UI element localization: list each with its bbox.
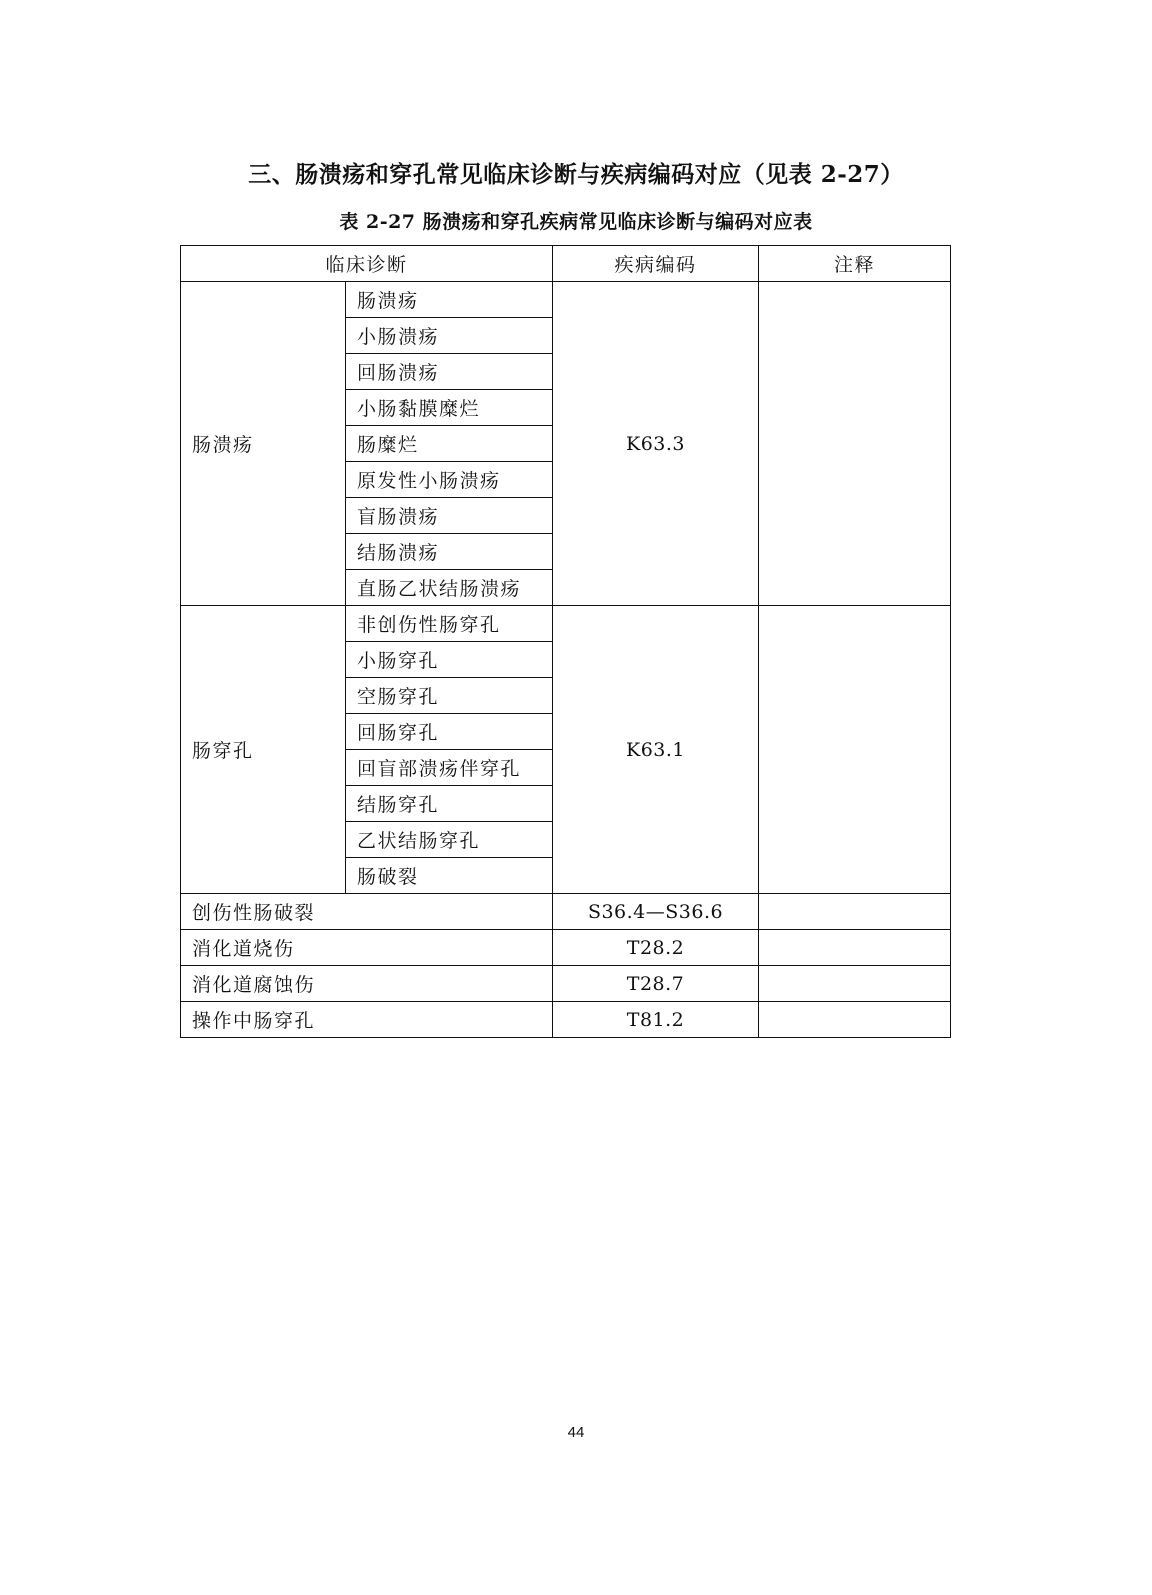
table-row (181, 930, 951, 966)
table-header-row (181, 246, 951, 282)
sub-diagnosis: 肠破裂 (346, 858, 553, 894)
sub-diagnosis: 小肠黏膜糜烂 (346, 390, 553, 426)
sub-diagnosis: 非创伤性肠穿孔 (346, 606, 553, 642)
sub-diagnosis: 小肠溃疡 (346, 318, 553, 354)
sub-diagnosis: 回盲部溃疡伴穿孔 (346, 750, 553, 786)
group-label: 肠溃疡 (181, 282, 346, 606)
row-code: S36.4—S36.6 (553, 894, 759, 930)
header-note: 注释 (759, 246, 951, 282)
sub-diagnosis: 结肠溃疡 (346, 534, 553, 570)
group-code: K63.3 (553, 282, 759, 606)
row-diagnosis: 创伤性肠破裂 (181, 894, 553, 930)
diagnosis-code-table (180, 245, 951, 1038)
group-note (759, 606, 951, 894)
row-code: T28.7 (553, 966, 759, 1002)
table-row (181, 606, 951, 642)
row-diagnosis: 消化道烧伤 (181, 930, 553, 966)
row-note (759, 894, 951, 930)
table-row (181, 966, 951, 1002)
table-row (181, 1002, 951, 1038)
sub-diagnosis: 肠糜烂 (346, 426, 553, 462)
header-diagnosis: 临床诊断 (181, 246, 553, 282)
table-caption: 表 2-27 肠溃疡和穿孔疾病常见临床诊断与编码对应表 (339, 211, 813, 233)
group-label: 肠穿孔 (181, 606, 346, 894)
section-heading: 三、肠溃疡和穿孔常见临床诊断与疾病编码对应（见表 2-27） (248, 161, 904, 188)
sub-diagnosis: 回肠穿孔 (346, 714, 553, 750)
row-code: T81.2 (553, 1002, 759, 1038)
header-code: 疾病编码 (553, 246, 759, 282)
row-note (759, 930, 951, 966)
sub-diagnosis: 肠溃疡 (346, 282, 553, 318)
row-diagnosis: 操作中肠穿孔 (181, 1002, 553, 1038)
group-code: K63.1 (553, 606, 759, 894)
sub-diagnosis: 回肠溃疡 (346, 354, 553, 390)
row-diagnosis: 消化道腐蚀伤 (181, 966, 553, 1002)
sub-diagnosis: 空肠穿孔 (346, 678, 553, 714)
sub-diagnosis: 结肠穿孔 (346, 786, 553, 822)
sub-diagnosis: 原发性小肠溃疡 (346, 462, 553, 498)
table-row (181, 894, 951, 930)
sub-diagnosis: 盲肠溃疡 (346, 498, 553, 534)
row-note (759, 966, 951, 1002)
table-row (181, 282, 951, 318)
group-note (759, 282, 951, 606)
row-code: T28.2 (553, 930, 759, 966)
sub-diagnosis: 直肠乙状结肠溃疡 (346, 570, 553, 606)
sub-diagnosis: 小肠穿孔 (346, 642, 553, 678)
page-number: 44 (567, 1424, 585, 1441)
sub-diagnosis: 乙状结肠穿孔 (346, 822, 553, 858)
row-note (759, 1002, 951, 1038)
